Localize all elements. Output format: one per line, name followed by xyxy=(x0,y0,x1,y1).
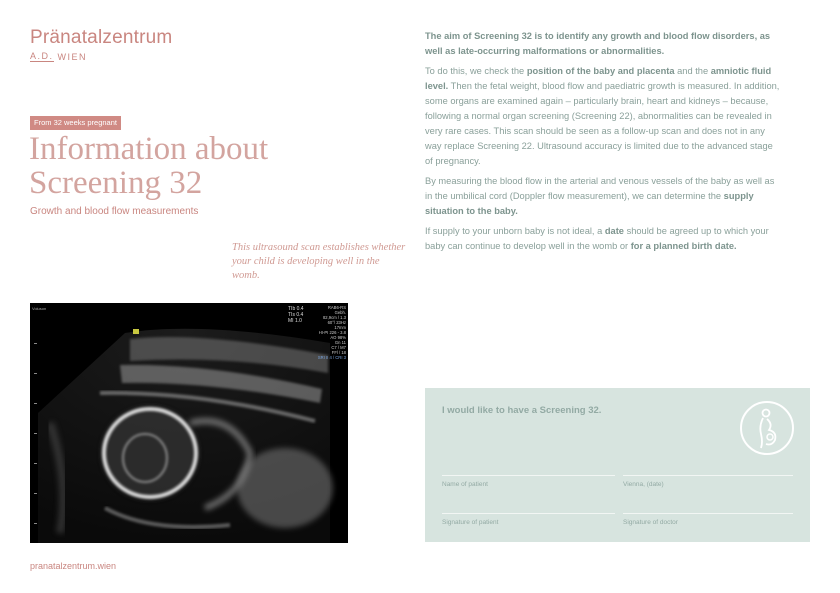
footer-url[interactable]: pranatalzentrum.wien xyxy=(30,561,117,571)
body-text xyxy=(425,29,783,259)
text-run-bold: amniotic fluid level. xyxy=(425,66,772,91)
ultrasound-setting: Gebh. xyxy=(334,310,346,315)
doctor-signature-label: Signature of doctor xyxy=(623,519,678,526)
ultrasound-top-left: Voluson xyxy=(32,306,47,311)
doctor-signature-line[interactable] xyxy=(623,513,793,514)
ultrasound-setting: 17mm xyxy=(334,325,346,330)
ultrasound-setting: FFl / 18 xyxy=(331,350,346,355)
text-run-bold: supply situation to the baby. xyxy=(425,191,754,216)
ultrasound-readout: TIs 0.4 xyxy=(288,312,304,318)
brand-logo xyxy=(30,28,172,62)
name-field-label: Name of patient xyxy=(442,481,488,488)
ultrasound-setting: SRI II 4 / CRI 3 xyxy=(317,355,346,360)
patient-signature-label: Signature of patient xyxy=(442,519,499,526)
patient-signature-line[interactable] xyxy=(442,513,615,514)
text-run-bold: position of the baby and placenta xyxy=(526,66,675,76)
brand-city: WIEN xyxy=(57,52,88,62)
date-field-label: Vienna, (date) xyxy=(623,481,664,488)
text-run-bold: date xyxy=(604,226,624,236)
pregnant-woman-icon xyxy=(739,400,795,456)
aim-paragraph xyxy=(425,29,783,59)
text-run-bold: for a planned birth date. xyxy=(630,241,737,251)
name-field-line[interactable] xyxy=(442,475,615,476)
aim-text: The aim of Screening 32 is to identify any growth and blood flow disorders, as well as late-occurring malformations or abnormalities. xyxy=(425,31,771,56)
check-paragraph xyxy=(425,64,783,169)
text-run: By measuring the blood flow in the arterial and venous vessels of the baby as well as in the umbilical cord (Doppler flow measurement), we can determine the xyxy=(425,176,775,201)
ultrasound-setting: Gn 11 xyxy=(334,340,346,345)
page-title: Information about Screening 32 xyxy=(29,131,269,201)
doppler-paragraph xyxy=(425,174,783,219)
brand-prefix: A.D. xyxy=(30,51,54,61)
ultrasound-setting: HI-PI 226 - 3.8 xyxy=(318,330,346,335)
page-subtitle: Growth and blood flow measurements xyxy=(30,206,199,217)
form-title: I would like to have a Screening 32. xyxy=(442,405,602,416)
ultrasound-setting: C7 / M7 xyxy=(331,345,346,350)
text-run: should be agreed up to which your baby can continue to develop well in the womb or xyxy=(425,226,769,251)
pregnancy-week-badge: From 32 weeks pregnant xyxy=(30,116,121,130)
ultrasound-setting: 82,9cm / 1.3 xyxy=(322,315,346,320)
ultrasound-setting: 60°/ 23Hz xyxy=(327,320,346,325)
ultrasound-readout: MI 1.0 xyxy=(288,318,302,324)
ultrasound-setting: RAB6-RS xyxy=(327,305,346,310)
brand-location xyxy=(30,51,172,62)
request-form xyxy=(425,388,810,542)
text-run: To do this, we check the xyxy=(425,66,527,76)
ultrasound-readout: TIb 0.4 xyxy=(288,306,304,312)
intro-quote: This ultrasound scan establishes whether your child is developing well in the womb. xyxy=(232,242,406,281)
supply-paragraph xyxy=(425,224,783,254)
brand-name: Pränatalzentrum xyxy=(30,27,173,48)
ultrasound-image xyxy=(30,303,348,543)
text-run: If supply to your unborn baby is not ideal, a xyxy=(425,226,605,236)
text-run: Then the fetal weight, blood flow and paediatric growth is measured. In addition, some organs are examined again – particularly brain, heart and kidneys – because, following a normal organ screening (Screening 22), abnormalities can be revealed in very rare cases. This scan should be seen as a follow-up scan and does not in any way replace Screening 22. Ultrasound accuracy is limited due to the advanced stage of pregnancy. xyxy=(425,81,780,166)
date-field-line[interactable] xyxy=(623,475,793,476)
ultrasound-setting: AO 98% xyxy=(330,335,346,340)
text-run: and the xyxy=(674,66,711,76)
